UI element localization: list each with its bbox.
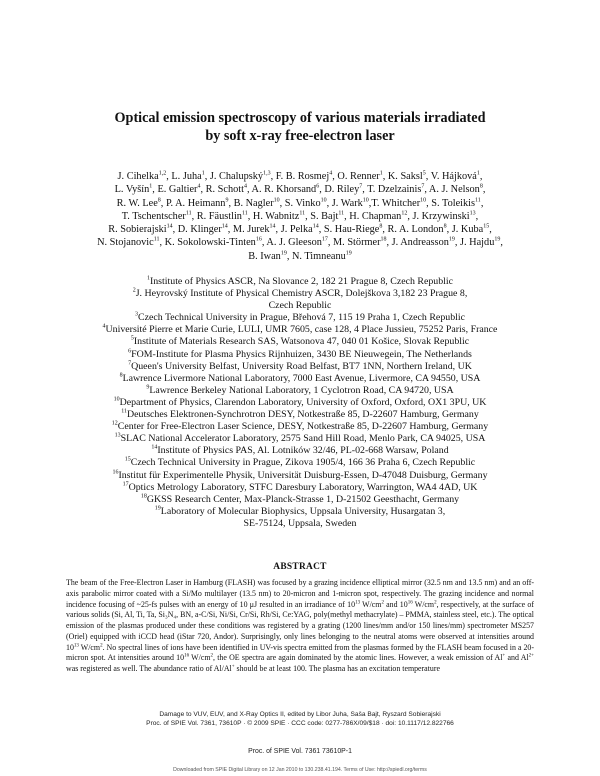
affiliation [62,397,538,409]
affiliation-marker: 18 [380,237,387,244]
author-name: R. Sobierajski [108,224,167,236]
proceedings-line: Damage to VUV, EUV, and X-Ray Optics II, edited by Libor Juha, Saša Bajt, Ryszard Sobierajski [159,711,441,718]
author-name: , J. Chalupský [204,171,264,182]
author-name: , R. Schott [200,184,244,196]
author-name: N. Stojanovic [97,237,154,249]
author-name: , K. Sokolowski-Tinten [159,237,256,249]
affiliation-number: 13 [114,432,121,439]
author-name: , J. Hajdu [454,237,495,249]
affiliation [62,324,538,336]
author-name: , J. Kuba [446,224,484,236]
author-name: , L. Juha [166,171,202,182]
author-name: , A. R. Khorsand [246,184,317,196]
abstract-run: and 10 [383,599,408,609]
author-name: , [482,184,486,196]
abstract-run: , respectively, at the surface of various solids (Si, Al, Ti, Ta, Si₃N₄, BN, a-C/Si, Ni/Si, Cr/Si, Rh/Si, Ce:YAG, poly(methyl methacrylate) – PMMA, stainless steel, etc.). The optical emission of the plasmas produced under these conditions was registered by a grating (1200 lines/mm and/or 150 lines/mm) spectrometer MS257 (Oriel) equipped with iCCD head (iStar 720, Andor). Surprisingly, only lines belonging to the neutral atoms were observed at intensities around 10 [66,599,534,652]
author-name: , [489,224,492,236]
title-line-2: by soft x-ray free-electron laser [205,128,395,144]
affiliation [62,385,538,397]
author-name: , H. Chapman [344,210,402,222]
affiliation-marker: 11 [241,210,248,217]
affiliation-marker: 19 [280,250,287,257]
affiliation [62,433,538,445]
affiliation-marker: 4 [329,170,333,177]
affiliation [62,506,538,518]
author-name: R. W. Lee [116,197,158,209]
author-name: , N. Timneanu [286,250,346,262]
affiliation-text: SLAC National Accelerator Laboratory, 2575 Sand Hill Road, Menlo Park, CA 94025, USA [120,433,486,445]
affiliation-marker: 12 [401,210,408,217]
author-name: , [500,237,503,249]
author-line [62,183,538,196]
affiliation-number: 15 [124,457,131,464]
affiliation-marker: 11 [153,237,160,244]
author-name: , [479,171,483,182]
author-name: , K. Saksl [382,171,423,182]
affiliation-marker: 7 [359,183,363,190]
author-name: ,T. Whitcher [368,197,421,209]
title-line-1: Optical emission spectroscopy of various materials irradiated [114,110,486,126]
download-notice: Downloaded from SPIE Digital Library on 12 Jan 2010 to 130.238.41.194. Terms of Use: http://spiedl.org/terms [173,767,427,773]
author-name: , D. Riley [319,184,360,196]
affiliation-number: 4 [102,324,106,331]
affiliation-number: 7 [128,360,132,367]
affiliation-marker: 6 [316,183,320,190]
affiliation-number: 5 [130,336,134,343]
author-line [62,236,538,249]
affiliation [62,457,538,469]
author-name: , E. Galtier [152,184,198,196]
affiliation-marker: 17 [321,237,328,244]
author-name: , J. Andreasson [386,237,449,249]
page-number: Proc. of SPIE Vol. 7361 73610P-1 [248,748,352,755]
author-line [62,223,538,236]
superscript: 13 [355,599,361,605]
affiliation-marker: 8 [443,223,447,230]
affiliation [62,373,538,385]
superscript: + [502,653,506,659]
author-name: , J. Pelka [275,224,313,236]
affiliation-marker: 14 [221,223,228,230]
abstract-run: W/cm [412,599,435,609]
author-name: J. Cihelka [117,171,159,182]
affiliation-marker: 9 [225,197,229,204]
superscript: 2 [434,599,437,605]
affiliation-number: 6 [128,348,132,355]
author-name: B. Iwan [248,250,281,262]
author-name: , S. Hau-Riege [318,224,380,236]
affiliation-marker: 11 [338,210,345,217]
affiliation-number: 14 [151,445,158,452]
abstract-run: W/cm [189,653,211,663]
affiliation [62,300,538,312]
affiliation-marker: 10 [320,197,327,204]
affiliation-text: GKSS Research Center, Max-Planck-Strasse 1, D-21502 Geesthacht, Germany [146,493,460,505]
affiliation-text: Deutsches Elektronen-Synchrotron DESY, Notkestraße 85, D-22607 Hamburg, Germany [127,409,479,421]
copyright-line: Proc. of SPIE Vol. 7361, 73610P · © 2009 SPIE · CCC code: 0277-786X/09/$18 · doi: 10.1117/12.822766 [146,719,454,727]
affiliation-marker: 8 [379,223,383,230]
abstract-run: W/cm [360,599,382,609]
superscript: 2 [100,642,103,648]
affiliation-marker: 11 [185,210,192,217]
author-line [62,170,538,183]
affiliation-marker: 10 [420,197,427,204]
affiliation-number: 1 [146,275,150,282]
author-name: , V. Hájková [425,171,477,182]
author-name: , S. Toleikis [426,197,476,209]
affiliation [62,470,538,482]
affiliation-text: Center for Free-Electron Laser Science, DESY, Notkestraße 85, D-22607 Hamburg, Germany [117,421,489,433]
affiliation-marker: 1,3 [263,170,271,177]
author-line [62,210,538,223]
affiliation [62,445,538,457]
abstract-run: W/cm [78,642,101,652]
affiliation [62,518,538,530]
affiliation-marker: 1,2 [158,170,167,177]
affiliation-marker: 16 [255,237,262,244]
affiliation-number: 16 [112,469,119,476]
affiliation-marker: 14 [312,223,319,230]
affiliation-text: Institute of Physics ASCR, Na Slovance 2, 182 21 Prague 8, Czech Republic [149,276,454,287]
author-name: , J. Krzywinski [407,210,470,222]
affiliation-marker: 4 [197,183,201,190]
affiliation-text: Optics Metrology Laboratory, STFC Daresbury Laboratory, Warrington, WA4 4AD, UK [128,481,478,493]
affiliation-text: Czech Republic [268,300,332,312]
affiliation-marker: 11 [299,210,306,217]
affiliation-number: 9 [146,384,150,391]
affiliation-text: Queen's University Belfast, University Road Belfast, BT7 1NN, Northern Ireland, UK [131,360,472,372]
author-name: , A. J. Nelson [424,184,480,196]
affiliation-number: 3 [134,311,138,318]
author-name: T. Tschentscher [121,210,186,222]
affiliation-text: Department of Physics, Clarendon Laboratory, University of Oxford, Oxford, OX1 3PU, UK [119,396,487,408]
superscript: + [231,664,235,670]
author-name: , M. Störmer [327,237,381,249]
affiliation-text: FOM-Institute for Plasma Physics Rijnhuizen, 3430 BE Nieuwegein, The Netherlands [131,348,472,360]
superscript: 2+ [528,653,534,659]
author-name: , B. Nagler [228,197,274,209]
abstract-heading: ABSTRACT [273,562,327,572]
author-name: , F. B. Rosmej [270,171,330,182]
abstract-run: . No spectral lines of ions have been identified in UV-vis spectra emitted from the plasmas formed by the FLASH beam focused in a 20-micron spot. At intensities around 10 [66,642,534,663]
affiliation [62,482,538,494]
author-name: , T. Dzelzainis [362,184,422,196]
affiliation-marker: 19 [494,237,501,244]
superscript: 2 [210,653,213,659]
affiliation [62,349,538,361]
abstract-run: was registered as well. The abundance ratio of Al/Al [66,664,232,673]
affiliation-marker: 10 [362,197,369,204]
affiliation [62,336,538,348]
abstract-run: should be at least 100. The plasma has an excitation temperature [234,664,440,673]
affiliation-list [62,276,538,530]
affiliation-number: 2 [132,287,136,294]
author-line [62,250,538,263]
author-name: , S. Vinko [279,197,321,209]
author-name: , P. A. Heimann [160,197,226,209]
author-name: , [480,197,484,209]
affiliation-text: Université Pierre et Marie Curie, LULI, UMR 7605, case 128, 4 Place Jussieu, 75252 Paris, France [105,324,498,336]
affiliation-number: 10 [113,396,120,403]
affiliation-marker: 14 [166,223,173,230]
affiliation-text: Institute of Materials Research SAS, Watsonova 47, 040 01 Košice, Slovak Republic [133,336,470,348]
affiliation-marker: 1 [476,170,480,177]
author-name: , A. J. Gleeson [261,237,322,249]
affiliation-text: SE-75124, Uppsala, Sweden [243,517,357,529]
affiliation [62,276,538,288]
affiliation-text: Laboratory of Molecular Biophysics, Uppsala University, Husargatan 3, [160,505,446,517]
author-name: , S. Bajt [305,210,339,222]
author-name: L. Vyšín [114,184,150,196]
affiliation-text: Czech Technical University in Prague, Břehová 7, 115 19 Praha 1, Czech Republic [137,312,465,324]
affiliation-marker: 19 [345,250,352,257]
affiliation-marker: 10 [273,197,280,204]
affiliation [62,312,538,324]
author-name: , [475,210,479,222]
affiliation-number: 12 [111,420,118,427]
affiliation-marker: 5 [422,170,426,177]
abstract-run: and Al [505,653,529,663]
affiliation-marker: 11 [475,197,481,204]
affiliation [62,288,538,300]
affiliation-marker: 8 [479,183,483,190]
affiliation [62,361,538,373]
author-name: , H. Wabnitz [247,210,300,222]
affiliation [62,409,538,421]
superscript: 13 [73,642,79,648]
affiliation-number: 18 [140,493,147,500]
affiliation-marker: 7 [421,183,425,190]
affiliation-number: 17 [122,481,129,488]
affiliation-text: Institute of Physics PAS, Al. Lotników 32/46, PL-02-668 Warsaw, Poland [157,445,449,457]
abstract-text [66,578,534,675]
affiliation-marker: 4 [243,183,247,190]
affiliation-text: Lawrence Livermore National Laboratory, 7000 East Avenue, Livermore, CA 94550, USA [122,372,481,384]
affiliation-number: 11 [121,408,127,415]
author-name: , R. Fäustlin [191,210,242,222]
affiliation [62,421,538,433]
affiliation-number: 19 [154,505,161,512]
affiliation-text: Czech Technical University in Prague, Zikova 1905/4, 166 36 Praha 6, Czech Republic [130,457,476,469]
author-name: , R. A. London [382,224,444,236]
author-name: , M. Jurek [227,224,270,236]
author-name: , O. Renner [332,171,380,182]
superscript: 16 [184,653,190,659]
affiliation-text: J. Heyrovský Institute of Physical Chemistry ASCR, Dolejškova 3,182 23 Prague 8, [135,288,468,300]
superscript: 2 [381,599,384,605]
affiliation-marker: 8 [157,197,161,204]
paper-title [60,109,540,145]
affiliation-marker: 14 [269,223,276,230]
abstract-run: The beam of the Free-Electron Laser in Hamburg (FLASH) was focused by a grazing incidence elliptical mirror (32.5 nm and 13.5 nm) and an off-axis parabolic mirror coated with a Si/Mo multilayer (13.5 nm) to 20-micron and 1-micron spot, respectively. The grazing incidence and normal incidence focusing of ~25-fs pulses with an energy of 10 μJ resulted in an irradiance of 10 [66,578,534,609]
author-name: , D. Klinger [172,224,222,236]
superscript: 16 [407,599,413,605]
affiliation-marker: 13 [469,210,476,217]
author-name: , J. Wark [326,197,363,209]
affiliation-marker: 1 [201,170,205,177]
affiliation-marker: 15 [483,223,490,230]
abstract-run: , the OE spectra are again dominated by the atomic lines. However, a weak emission of Al [212,653,503,663]
author-list [62,170,538,263]
affiliation-marker: 19 [448,237,455,244]
affiliation-number: 8 [119,372,123,379]
author-line [62,197,538,210]
affiliation-marker: 1 [379,170,383,177]
citation-footer [60,711,540,728]
affiliation-text: Institut für Experimentelle Physik, Universität Duisburg-Essen, D-47048 Duisburg, Germany [118,469,488,481]
affiliation-marker: 1 [149,183,153,190]
affiliation-text: Lawrence Berkeley National Laboratory, 1 Cyclotron Road, CA 94720, USA [149,384,454,396]
affiliation [62,494,538,506]
